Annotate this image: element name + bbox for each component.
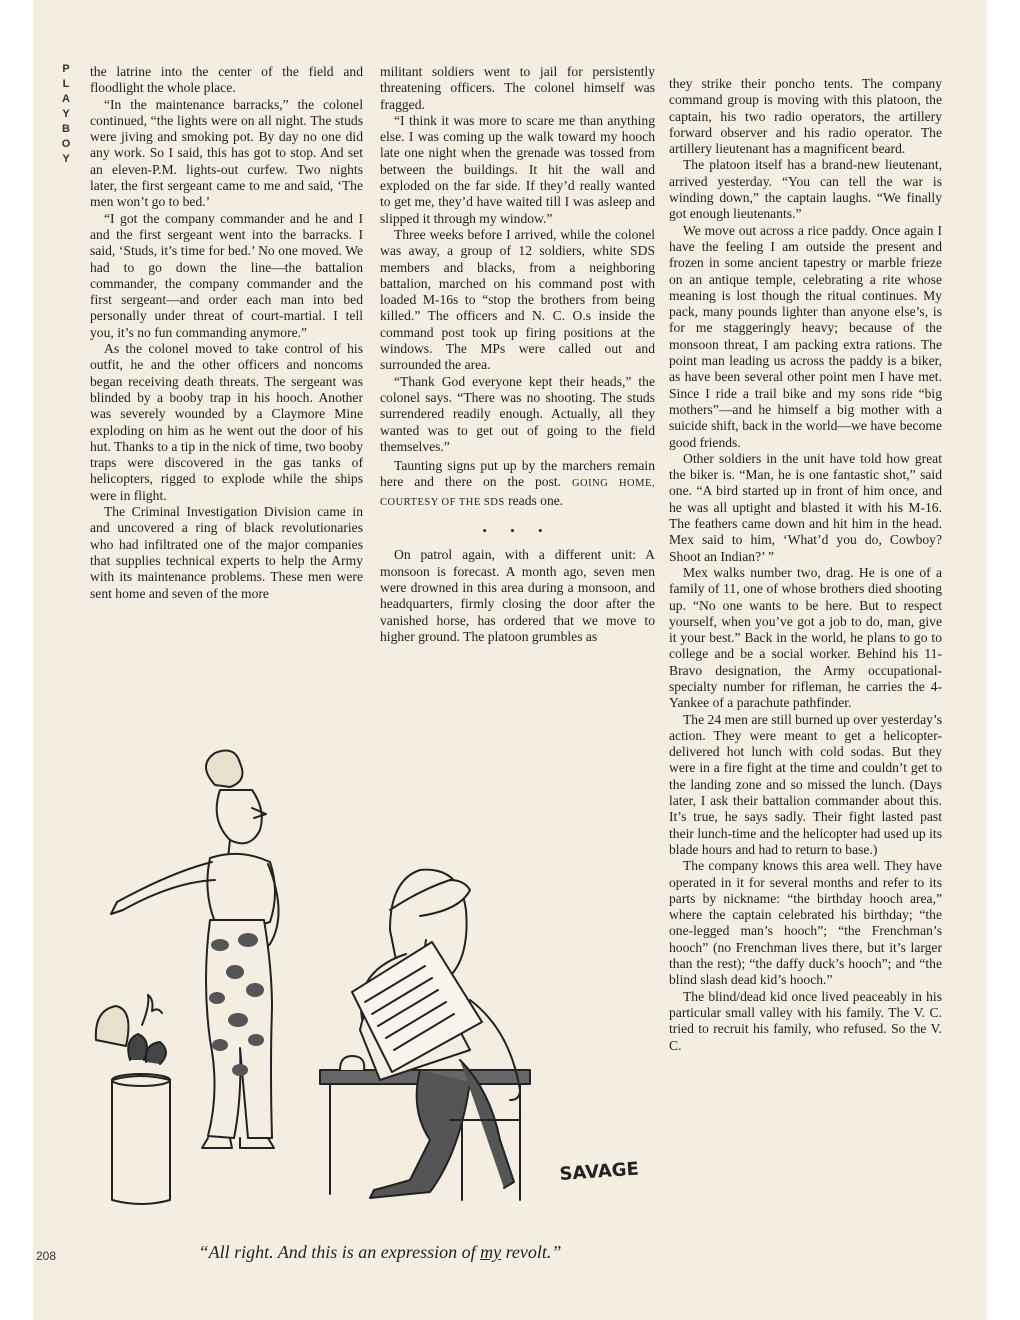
article-paragraph: Three weeks before I arrived, while the colonel was away, a group of 12 soldiers, white SDS members and blacks, from a neighboring battalion, marched on his command post with loaded M-16s to “stop the brothers from being killed.” The officers and N. C. O.s inside the command post took up firing positions at the windows. The MPs were called out and surrounded the area. [380, 226, 655, 373]
magazine-sidebar-label [58, 62, 74, 167]
article-paragraph: Mex walks number two, drag. He is one of a family of 11, one of whose brothers died shooting up. “No one wants to be here. But to respect yourself, when you’ve got a job to do, man, give it your best.” Back in the world, he plans to go to college and be a social worker. Behind his 11-Bravo designation, the Army occupational-specialty number for rifleman, he carries the 4-Yankee of a parachute pathfinder. [669, 564, 942, 711]
page-number: 208 [36, 1249, 57, 1263]
article-paragraph: On patrol again, with a different unit: A monsoon is forecast. A month ago, seven men were drowned in this area during a monsoon, and headquarters, firmly closing the door after the vanished horse, has ordered that we move to higher ground. The platoon grumbles as [380, 547, 655, 644]
caption-text-end: revolt.” [501, 1242, 562, 1262]
article-column-2 [380, 64, 655, 645]
article-paragraph: The blind/dead kid once lived peaceably in his particular small valley with his family. The V. C. tried to recruit his family, who refused. So the V. C. [669, 988, 942, 1053]
article-paragraph: “In the maintenance barracks,” the colonel continued, “the lights were on all night. The studs were jiving and smoking pot. By day no one did any work. So I said, this has got to stop. And set an eleven-P.M. lights-out curfew. Two nights later, the first sergeant came to me and said, ‘The men won’t go to bed.’ [90, 96, 363, 210]
article-paragraph: The company knows this area well. They have operated in it for several months and refer to its parts by nickname: “the birthday hooch area,” where the captain celebrated his birthday; “the one-legged man’s hooch”; “the Frenchman’s hooch” (no Frenchman lives there, but it’s larger than the rest); “the daffy duck’s hooch”; and “the blind slash dead kid’s hooch.” [669, 858, 942, 988]
article-paragraph: We move out across a rice paddy. Once again I have the feeling I am outside the present and frozen in some ancient tapestry or marble frieze on an antique temple, celebrating a rite whose meaning is lost though the ritual continues. My pack, many pounds lighter than anyone else’s, is for me staggeringly heavy; because of the monsoon threat, I am packing extra rations. The point man leading us across the paddy is a biker, as have been several other point men I have met. Since I ride a trail bike and my sons ride “big mothers”—and he himself a big mother with a suicide shift, back in the world—we have become good friends. [669, 222, 942, 450]
man-figure [320, 870, 530, 1200]
article-paragraph: they strike their poncho tents. The company command group is moving with this platoon, the captain, his two radio operators, the artillery forward observer and his radio operator. The artillery lieutenant has a magnificent beard. [669, 76, 942, 157]
cartoon-illustration [90, 740, 650, 1210]
section-break: • • • [482, 523, 553, 539]
marchers-signs-paragraph [380, 458, 655, 511]
article-paragraph: militant soldiers went to jail for persistently threatening officers. The colonel himself was fragged. [380, 64, 655, 112]
sign-quote-text: GOING HOME, COURTESY OF THE SDS [380, 478, 655, 508]
article-paragraph: As the colonel moved to take control of his outfit, he and the other officers and noncoms began receiving death threats. The sergeant was blinded by a booby trap in his hooch. Another was severely wounded by a Claymore Mine exploding on him as he went out the door of his hut. Thanks to a tip in the nick of time, two booby traps were discovered in the gas tanks of helicopters, rigged to explode while the ships were in flight. [90, 341, 363, 503]
article-paragraph: Other soldiers in the unit have told how great the biker is. “Man, he is one fantastic shot,” said one. “A bird started up in front of him once, and he was all uptight and blasted it with his M-16. The feathers came down and hit him in the head. Mex said to him, ‘What’d you do, Cowboy? Shoot an Indian?’ ” [669, 450, 942, 564]
signs-intro-text: Taunting signs put up by the marchers remain here and there on the post. [380, 458, 655, 490]
article-paragraph: “I think it was more to scare me than anything else. I was coming up the walk toward my hooch late one night when the grenade was tossed from between the buildings. It hit the wall and exploded on the far side. If they’d really wanted to get me, they’d have waited till I was asleep and slipped it through my window.” [380, 112, 655, 226]
article-paragraph: The platoon itself has a brand-new lieutenant, arrived yesterday. “You can tell the war is winding down,” the captain laughs. “We finally got enough lieutenants.” [669, 157, 942, 222]
sidebar-letter: B [62, 123, 70, 135]
article-paragraph: “I got the company commander and he and I and the first sergeant went into the barracks. I said, ‘Studs, it’s time for bed.’ No one moved. We had to go down the line—the battalion commander, the company commander and the first sergeant—and order each man into bed personally under threat of court-martial. I tell you, it’s no fun commanding anymore.” [90, 210, 363, 340]
article-paragraph: the latrine into the center of the field and floodlight the whole place. [90, 64, 363, 96]
sidebar-letter: O [61, 138, 71, 150]
cartoon-caption [120, 1242, 640, 1263]
sidebar-letter: A [62, 93, 70, 105]
article-column-1 [90, 64, 363, 602]
caption-text-start: “All right. And this is an expression of [198, 1242, 481, 1262]
article-column-3 [669, 76, 942, 1054]
sidebar-letter: Y [62, 108, 70, 120]
caption-emphasis: my [480, 1242, 502, 1262]
article-paragraph: The 24 men are still burned up over yesterday’s action. They were meant to get a helicopter-delivered hot lunch with cold sodas. But they were in a fire fight at the time and couldn’t get to the landing zone and so missed the lunch. (Days later, I ask their battalion commander about this. It’s true, he says sadly. Their fight lasted past their lunch-time and the helicopter had used up its blade hours and had to return to base.) [669, 711, 942, 857]
sidebar-letter: P [62, 63, 70, 75]
artist-signature: SAVAGE [558, 1158, 640, 1185]
sidebar-letter: Y [62, 153, 70, 165]
article-paragraph: The Criminal Investigation Division came in and uncovered a ring of black revolutionaries who had infiltrated one of the major companies that supplies technical experts to help the Army with its maintenance problems. These men were sent home and seven of the more [90, 504, 363, 601]
signs-outro-text: reads one. [508, 492, 564, 508]
sidebar-letter: L [62, 78, 70, 90]
trash-can [96, 995, 170, 1204]
article-paragraph: “Thank God everyone kept their heads,” the colonel says. “There was no shooting. The studs surrendered readily enough. Actually, all they wanted was to get out of going to the field themselves.” [380, 373, 655, 454]
